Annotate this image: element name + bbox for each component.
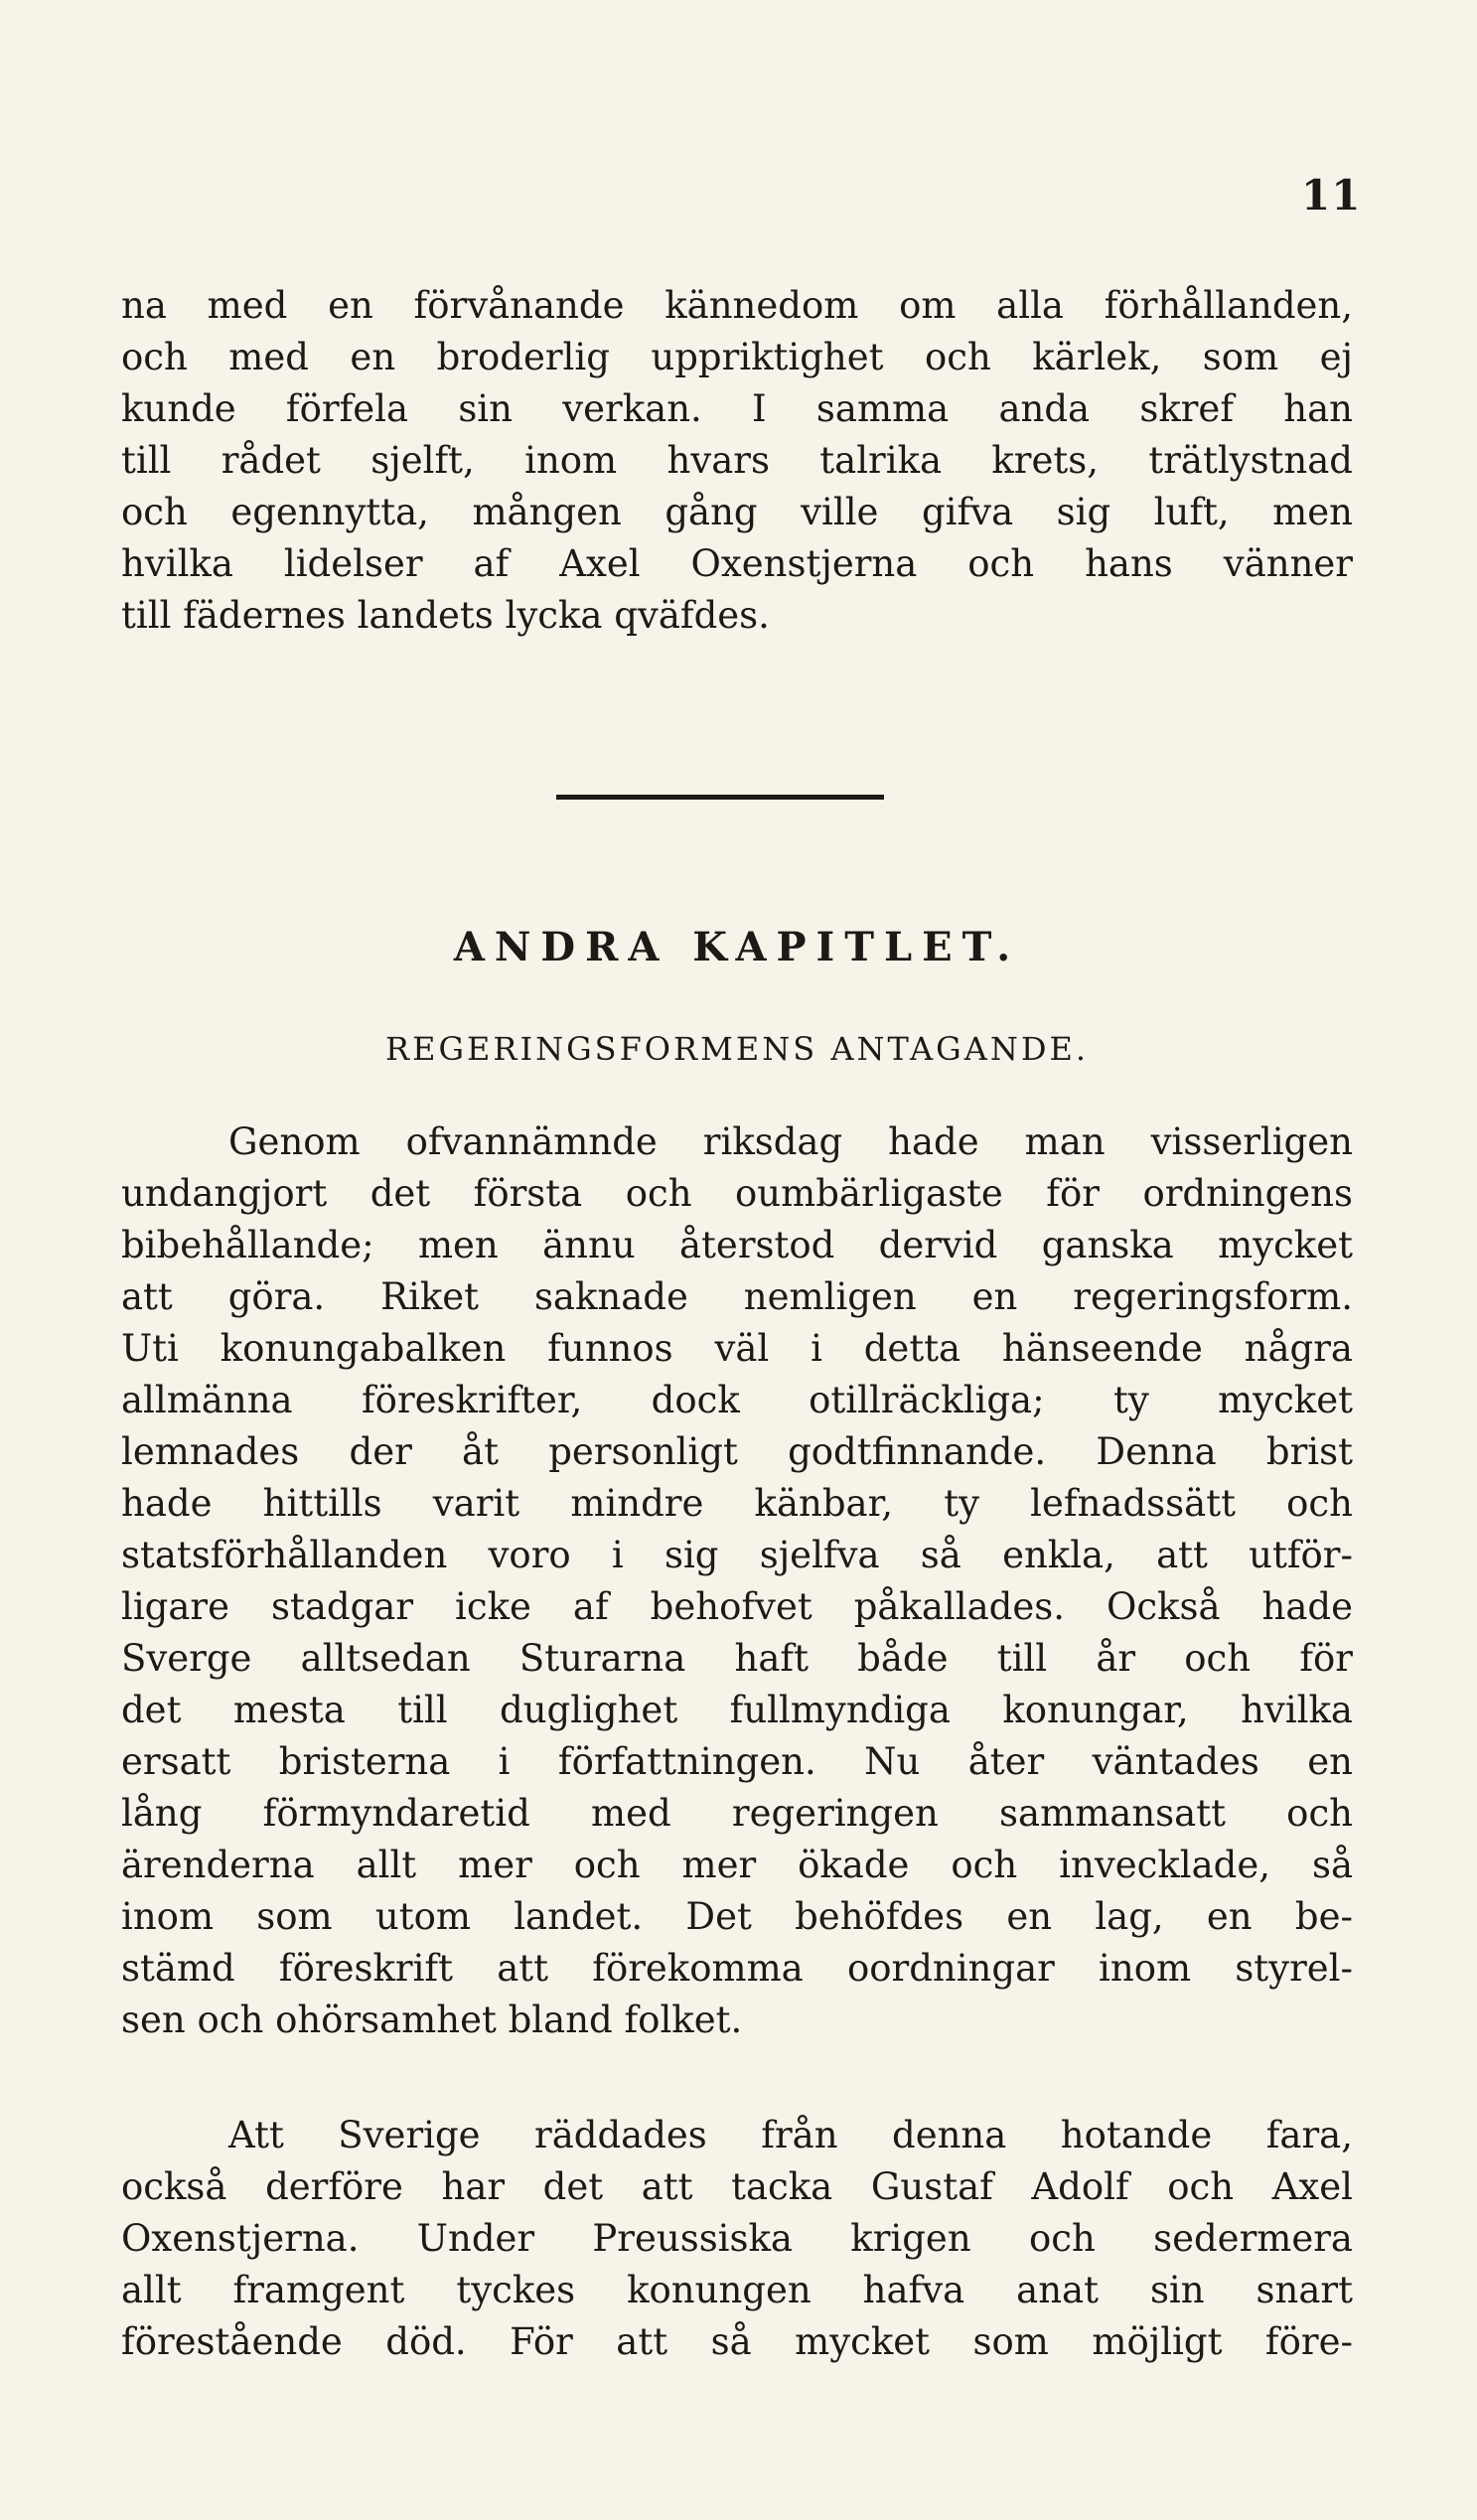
text-line: bibehållande; men ännu återstod dervid ganska mycket xyxy=(121,1224,1353,1266)
text-line: lång förmyndaretid med regeringen sammansatt och xyxy=(121,1792,1353,1835)
text-line: inom som utom landet. Det behöfdes en lag, en be- xyxy=(121,1895,1353,1938)
paragraph-2 xyxy=(121,1116,1353,2046)
paragraph-1 xyxy=(121,280,1353,642)
paragraph-3 xyxy=(121,2110,1353,2368)
text-line: Att Sverige räddades från denna hotande fara, xyxy=(228,2114,1353,2156)
chapter-subtitle: REGERINGSFORMENS ANTAGANDE. xyxy=(384,1030,1089,1068)
text-line: Sverge alltsedan Sturarna haft både till år och för xyxy=(121,1637,1353,1680)
text-line: ärenderna allt mer och mer ökade och invecklade, så xyxy=(121,1844,1353,1886)
text-line: förestående död. För att så mycket som möjligt före- xyxy=(121,2320,1353,2363)
chapter-heading: ANDRA KAPITLET. xyxy=(453,924,1021,970)
text-line: till rådet sjelft, inom hvars talrika krets, trätlystnad xyxy=(121,439,1353,482)
text-line: det mesta till duglighet fullmyndiga konungar, hvilka xyxy=(121,1689,1353,1731)
text-line: hvilka lidelser af Axel Oxenstjerna och hans vänner xyxy=(121,542,1353,585)
page-number: 11 xyxy=(1301,171,1362,220)
text-line: ligare stadgar icke af behofvet påkallades. Också hade xyxy=(121,1585,1353,1628)
text-line: Genom ofvannämnde riksdag hade man visserligen xyxy=(228,1120,1353,1163)
text-line: Oxenstjerna. Under Preussiska krigen och sedermera xyxy=(121,2217,1353,2260)
text-line: och egennytta, mången gång ville gifva sig luft, men xyxy=(121,491,1353,533)
text-line: kunde förfela sin verkan. I samma anda skref han xyxy=(121,387,1353,430)
text-line: allt framgent tyckes konungen hafva anat sin snart xyxy=(121,2269,1353,2311)
text-line: ersatt bristerna i författningen. Nu åter väntades en xyxy=(121,1740,1353,1783)
text-line: na med en förvånande kännedom om alla förhållanden, xyxy=(121,284,1353,327)
text-line: till fädernes landets lycka qväfdes. xyxy=(121,594,770,637)
text-line: också derföre har det att tacka Gustaf Adolf och Axel xyxy=(121,2165,1353,2208)
text-line: statsförhållanden voro i sig sjelfva så enkla, att utför- xyxy=(121,1534,1353,1576)
text-line: stämd föreskrift att förekomma oordningar inom styrel- xyxy=(121,1947,1353,1990)
text-line: och med en broderlig uppriktighet och kärlek, som ej xyxy=(121,336,1353,378)
text-line: Uti konungabalken funnos väl i detta hänseende några xyxy=(121,1327,1353,1370)
text-line: att göra. Riket saknade nemligen en regeringsform. xyxy=(121,1275,1353,1318)
text-line: lemnades der åt personligt godtfinnande. Denna brist xyxy=(121,1430,1353,1473)
text-line: allmänna föreskrifter, dock otillräckliga; ty mycket xyxy=(121,1379,1353,1421)
text-line: sen och ohörsamhet bland folket. xyxy=(121,1999,743,2041)
section-divider xyxy=(556,795,884,800)
text-line: undangjort det första och oumbärligaste för ordningens xyxy=(121,1172,1353,1215)
text-line: hade hittills varit mindre känbar, ty lefnadssätt och xyxy=(121,1482,1353,1525)
